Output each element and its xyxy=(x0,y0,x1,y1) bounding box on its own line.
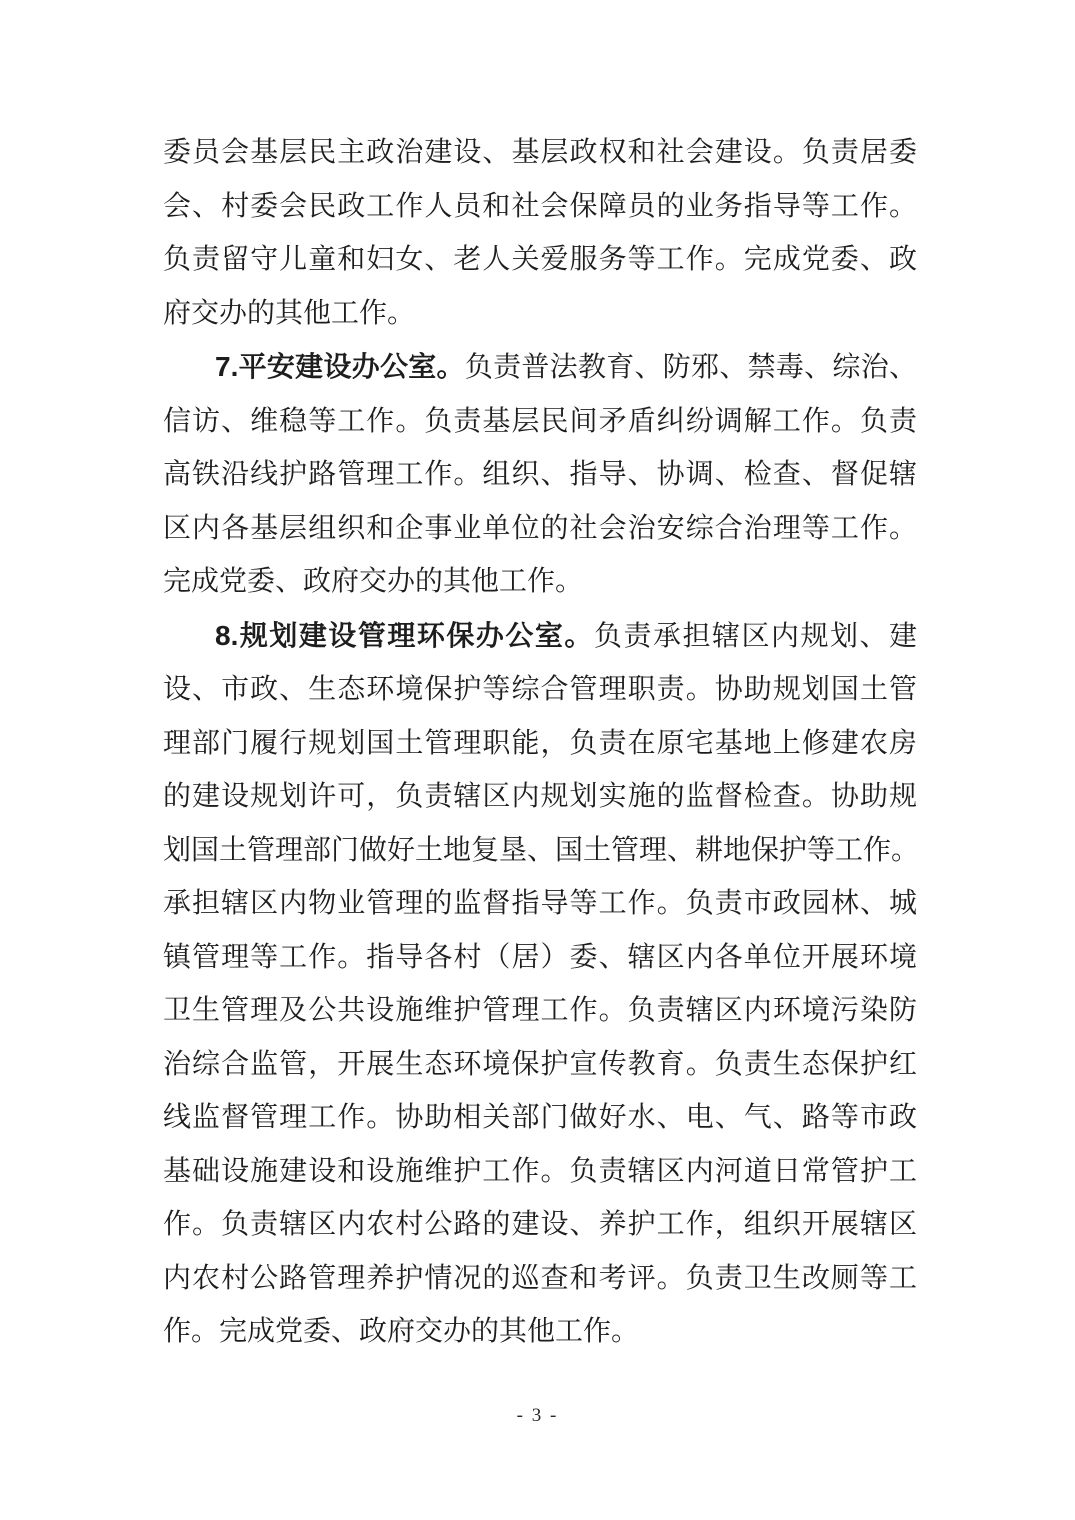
text-segment: 镇管理等工作。指导各村（居）委、辖区内各单位开展环境 xyxy=(163,941,917,973)
text-segment: 线监督管理工作。协助相关部门做好水、电、气、路等市政 xyxy=(163,1102,917,1133)
text-line xyxy=(163,1145,917,1199)
text-line xyxy=(163,1038,917,1092)
text-segment: 信访、维稳等工作。负责基层民间矛盾纠纷调解工作。负责 xyxy=(163,405,917,437)
text-segment: 划国土管理部门做好土地复垦、国土管理、耕地保护等工作。 xyxy=(163,834,920,866)
text-segment: 高铁沿线护路管理工作。组织、指导、协调、检查、督促辖 xyxy=(163,459,917,490)
text-line xyxy=(163,984,917,1038)
text-line xyxy=(163,1252,917,1306)
text-segment: 卫生管理及公共设施维护管理工作。负责辖区内环境污染防 xyxy=(163,995,917,1026)
text-segment: 完成党委、政府交办的其他工作。 xyxy=(163,566,584,597)
text-segment: 内农村公路管理养护情况的巡查和考评。负责卫生改厕等工 xyxy=(163,1262,917,1294)
text-segment: 承担辖区内物业管理的监督指导等工作。负责市政园林、城 xyxy=(163,888,917,919)
text-segment: 设、市政、生态环境保护等综合管理职责。协助规划国土管 xyxy=(163,674,917,705)
text-line xyxy=(163,663,917,717)
text-line xyxy=(163,609,917,664)
text-line xyxy=(163,877,917,931)
document-body xyxy=(163,126,920,1359)
text-line xyxy=(163,502,917,556)
text-line xyxy=(163,395,917,449)
text-line xyxy=(163,770,917,824)
text-segment: 府交办的其他工作。 xyxy=(163,297,416,329)
text-line xyxy=(163,1091,917,1145)
text-segment: 区内各基层组织和企事业单位的社会治安综合治理等工作。 xyxy=(163,512,917,544)
text-segment: 负责承担辖区内规划、建 xyxy=(593,620,917,652)
text-line xyxy=(163,126,917,180)
text-line xyxy=(163,824,920,878)
text-segment: 的建设规划许可，负责辖区内规划实施的监督检查。协助规 xyxy=(163,781,917,812)
text-segment: 理部门履行规划国土管理职能，负责在原宅基地上修建农房 xyxy=(163,727,917,759)
page-number: - 3 - xyxy=(516,1405,559,1426)
section-heading: 8.规划建设管理环保办公室。 xyxy=(215,619,594,651)
text-line xyxy=(163,180,917,234)
text-segment: 会、村委会民政工作人员和社会保障员的业务指导等工作。 xyxy=(163,190,917,222)
text-line xyxy=(163,448,917,502)
text-segment: 作。完成党委、政府交办的其他工作。 xyxy=(163,1316,640,1347)
text-line xyxy=(163,1305,917,1359)
text-segment: 治综合监管，开展生态环境保护宣传教育。负责生态保护红 xyxy=(163,1048,917,1080)
text-segment: 负责留守儿童和妇女、老人关爱服务等工作。完成党委、政 xyxy=(163,244,917,275)
text-segment: 基础设施建设和设施维护工作。负责辖区内河道日常管护工 xyxy=(163,1155,917,1187)
text-line xyxy=(163,555,917,609)
text-line xyxy=(163,287,917,341)
text-line xyxy=(163,233,917,287)
text-line xyxy=(163,931,917,985)
text-segment: 委员会基层民主政治建设、基层政权和社会建设。负责居委 xyxy=(163,137,917,168)
text-segment: 负责普法教育、防邪、禁毒、综治、 xyxy=(464,352,917,383)
text-line xyxy=(163,1198,917,1252)
text-line xyxy=(163,340,917,395)
text-line xyxy=(163,717,917,771)
text-segment: 作。负责辖区内农村公路的建设、养护工作，组织开展辖区 xyxy=(163,1209,917,1240)
section-heading: 7.平安建设办公室。 xyxy=(215,351,465,382)
